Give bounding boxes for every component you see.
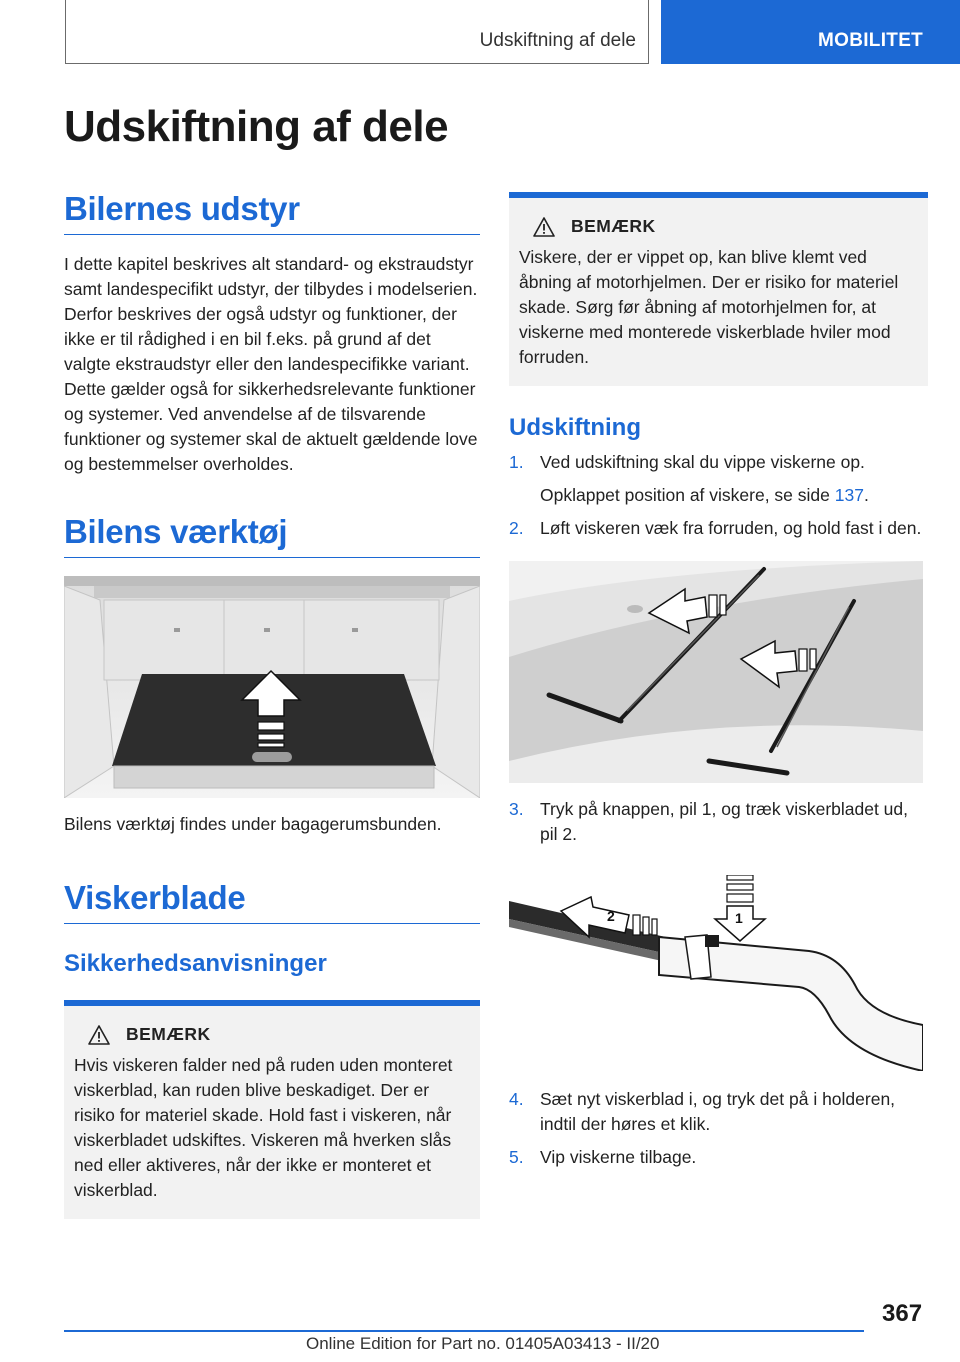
header-section-title: Udskiftning af dele: [479, 30, 636, 51]
edition-text: Online Edition for Part no. 01405A03413 - II/20: [306, 1334, 660, 1353]
step-item: [509, 516, 928, 541]
arrow-label-2: 2: [607, 908, 615, 924]
steps-list-a: [509, 450, 928, 541]
step-item: [509, 1087, 928, 1137]
arrow-label-1: 1: [735, 910, 743, 926]
page-title: Udskiftning af dele: [64, 102, 449, 151]
step-number: 3.: [509, 799, 524, 819]
step-number: 4.: [509, 1089, 524, 1109]
warning-icon: [88, 1025, 110, 1045]
tools-caption: Bilens værktøj findes under bagagerumsbunden.: [64, 814, 442, 834]
heading-wipers: Viskerblade: [64, 879, 480, 924]
step-number: 5.: [509, 1147, 524, 1167]
notice-title-1: BEMÆRK: [126, 1024, 211, 1044]
notice-text-2: Viskere, der er vippet op, kan blive klemt ved åbning af motorhjelmen. Der er risiko for materiel skade. Sørg før åbning af motorhjelmen for, at viskerne med monterede viskerblade hviler mod forruden.: [519, 247, 899, 367]
trunk-tools-illustration: [64, 576, 480, 798]
steps-list-b: [509, 797, 928, 847]
step-text: Tryk på knappen, pil 1, og træk viskerbladet ud, pil 2.: [540, 799, 909, 844]
notice-title-2: BEMÆRK: [571, 216, 656, 236]
header-chapter-label: MOBILITET: [818, 30, 924, 51]
wiper-blade-release-illustration: [509, 875, 923, 1071]
step-item: [509, 1145, 928, 1170]
steps-list-c: [509, 1087, 928, 1170]
heading-tools: Bilens værktøj: [64, 513, 480, 558]
wipers-raised-illustration: [509, 561, 923, 783]
step-text: Ved udskiftning skal du vippe viskerne op.: [540, 452, 865, 472]
notice-box-2: [509, 192, 928, 386]
left-column: [64, 190, 480, 1219]
equipment-text: I dette kapitel beskrives alt standard- og ekstraudstyr samt landespecifikt udstyr, der tilbydes i modelserien. Derfor beskrives der også udstyr og funktioner, der ikke er til rådighed i en bil f.eks. på grund af det valgte ekstraudstyr eller den landespecifikke variant. Dette gælder også for sikkerhedsrelevante funktioner og systemer. Ved anvendelse af de tilsvarende funktioner og systemer skal de aktuelt gældende love og bestemmelser overholdes.: [64, 254, 478, 474]
step-1-note: [509, 483, 928, 508]
step-text: Vip viskerne tilbage.: [540, 1147, 697, 1167]
notice-box-1: [64, 1000, 480, 1219]
step-text: Sæt nyt viskerblad i, og tryk det på i holderen, indtil der høres et klik.: [540, 1089, 896, 1134]
heading-safety: Sikkerhedsanvisninger: [64, 950, 327, 977]
notice-head-1: [74, 1024, 470, 1045]
header-section-box: [65, 0, 649, 64]
footer-rule: [64, 1330, 864, 1332]
step-item: [509, 797, 928, 847]
step-number: 1.: [509, 452, 524, 472]
warning-icon: [533, 217, 555, 237]
page-link-137[interactable]: 137: [834, 485, 864, 505]
heading-replace: Udskiftning: [509, 414, 641, 441]
step-item: [509, 450, 928, 475]
notice-text-1: Hvis viskeren falder ned på ruden uden monteret viskerblad, kan ruden blive beskadiget. Der er risiko for materiel skade. Hold fast i viskeren, når viskerbladet udskiftes. Viskeren må hverken slås ned eller aktiveres, når der ikke er monteret et viskerblad.: [74, 1055, 453, 1200]
step-number: 2.: [509, 518, 524, 538]
heading-equipment: Bilernes udstyr: [64, 190, 480, 235]
header-chapter-tab[interactable]: [661, 0, 960, 64]
right-column: [509, 192, 928, 1170]
step-1-note-text: Opklappet position af viskere, se side: [540, 485, 830, 505]
page-number: 367: [882, 1300, 923, 1327]
step-text: Løft viskeren væk fra forruden, og hold fast i den.: [540, 518, 922, 538]
step-1-note-suffix: .: [863, 485, 869, 505]
notice-head-2: [519, 216, 918, 237]
